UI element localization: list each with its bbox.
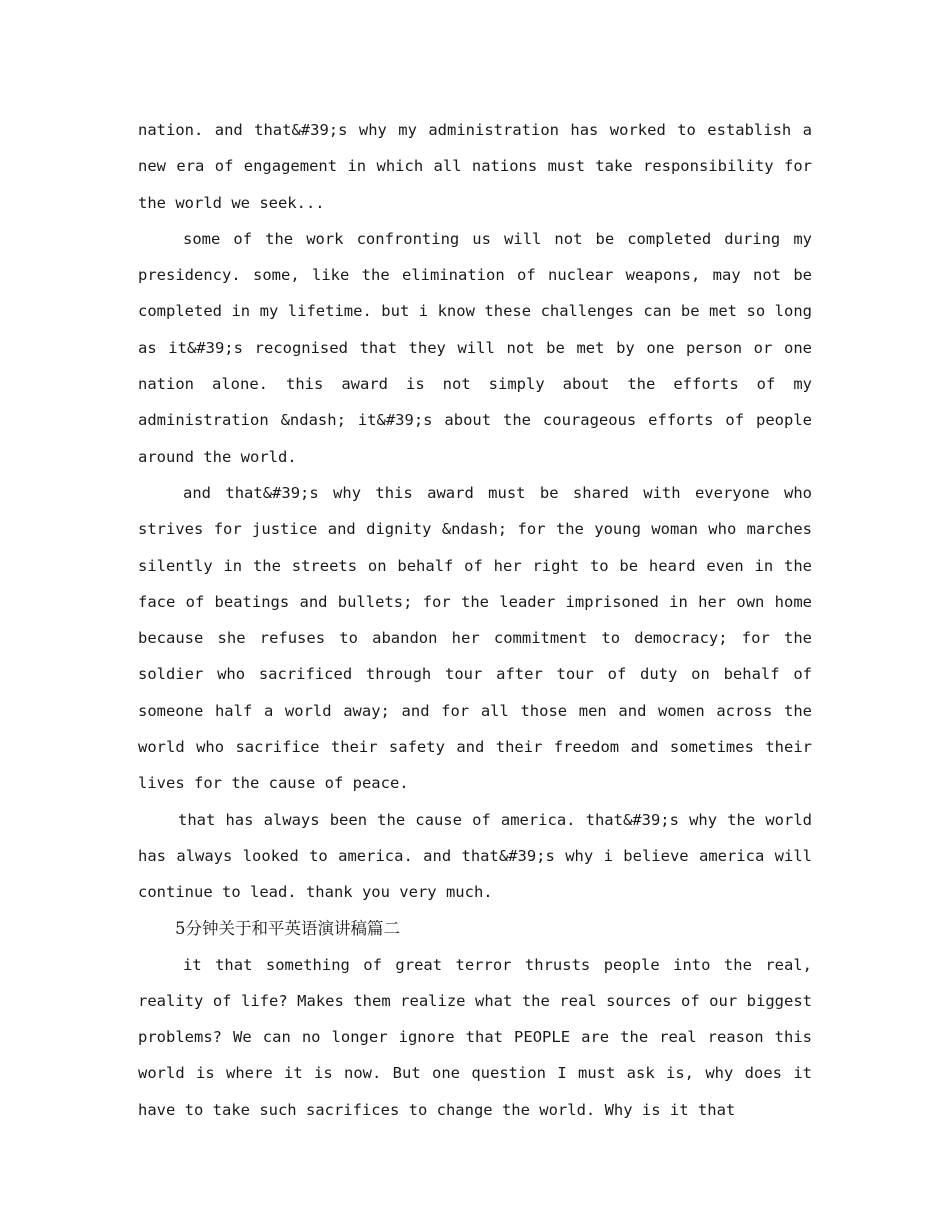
paragraph-4: that has always been the cause of america. that&#39;s why the world has always looked to america. and that&#39;s why i believe america will continue to lead. thank you very much. bbox=[138, 810, 812, 902]
paragraph-3: and that&#39;s why this award must be shared with everyone who strives for justice and dignity &ndash; for the young woman who marches silently in the streets on behalf of her right to be heard even in the face of beatings and bullets; for the leader imprisoned in her own home because she refuses to abandon her commitment to democracy; for the soldier who sacrificed through tour after tour of duty on behalf of someone half a world away; and for all those men and women across the world who sacrifice their safety and their freedom and sometimes their lives for the cause of peace. bbox=[138, 483, 812, 793]
paragraph-5: it that something of great terror thrusts people into the real, reality of life? Makes them realize what the real sources of our biggest problems? We can no longer ignore that PEOPLE are the real reason this world is where it is now. But one question I must ask is, why does it have to take such sacrifices to change the world. Why is it that bbox=[138, 955, 812, 1119]
paragraph-1: nation. and that&#39;s why my administration has worked to establish a new era of engagement in which all nations must take responsibility for the world we seek... bbox=[138, 121, 812, 212]
document-page bbox=[138, 112, 812, 1128]
section-heading: 5分钟关于和平英语演讲稿篇二 bbox=[175, 918, 400, 938]
paragraph-2: some of the work confronting us will not be completed during my presidency. some, like the elimination of nuclear weapons, may not be completed in my lifetime. but i know these challenges can be met so long as it&#39;s recognised that they will not be met by one person or one nation alone. this award is not simply about the efforts of my administration &ndash; it&#39;s about the courageous efforts of people around the world. bbox=[138, 229, 812, 466]
